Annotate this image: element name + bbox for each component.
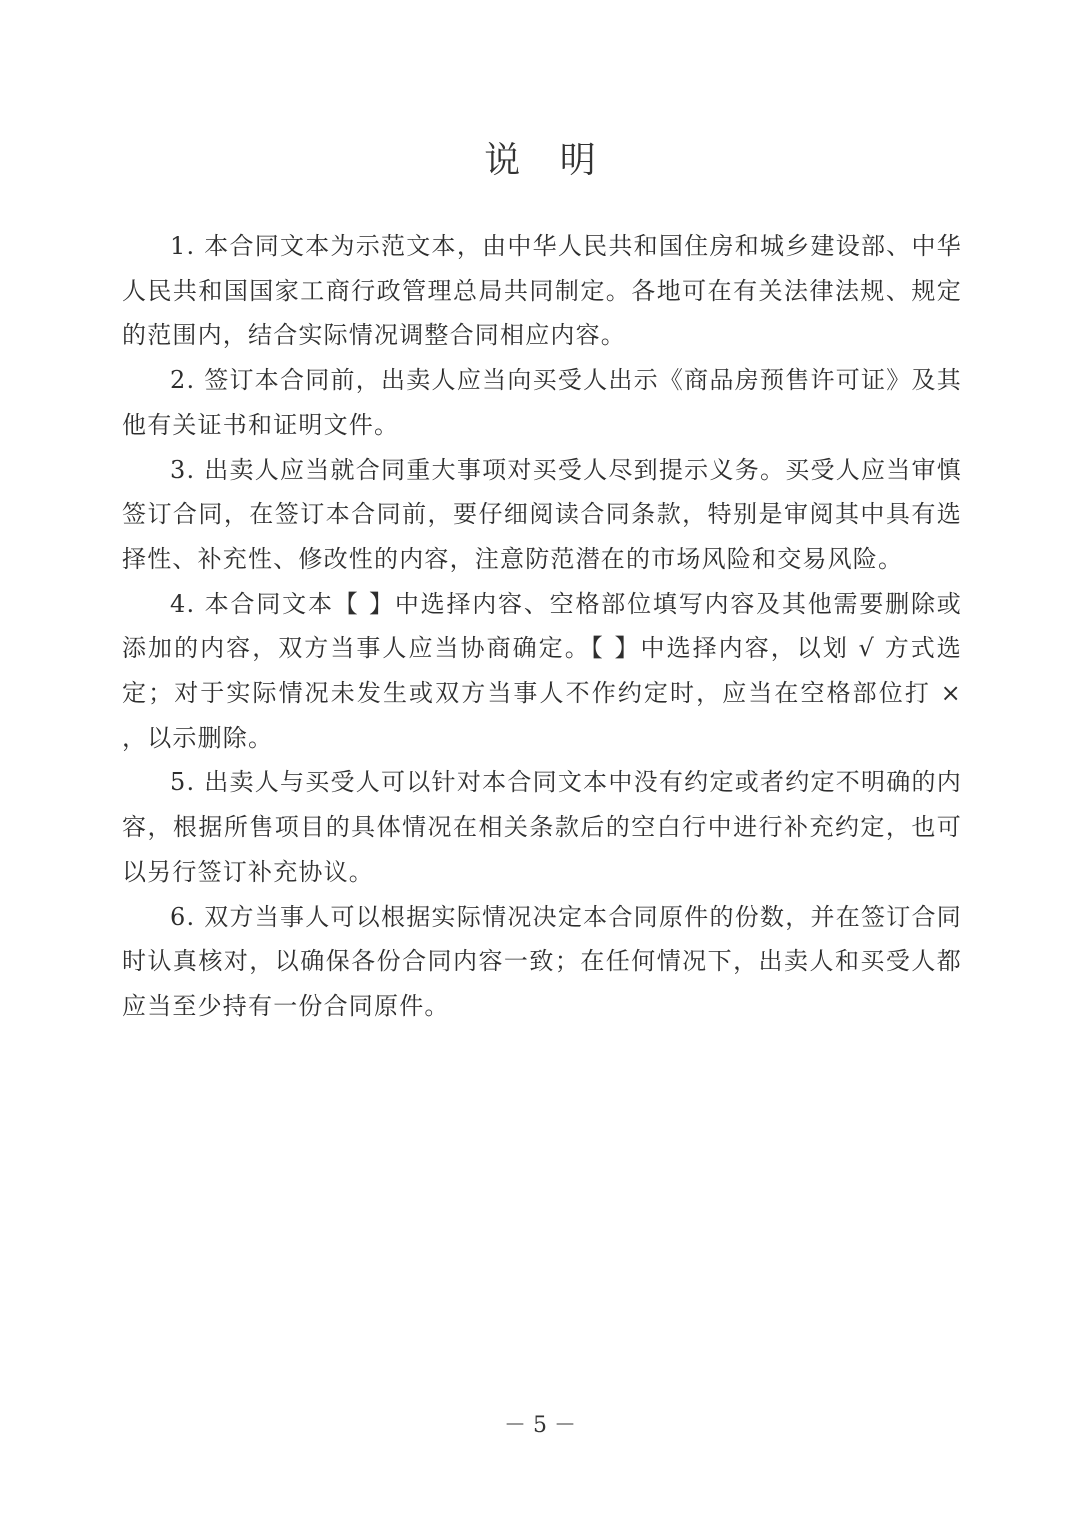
paragraph-6: 6. 双方当事人可以根据实际情况决定本合同原件的份数，并在签订合同时认真核对，以确保各份合同内容一致；在任何情况下，出卖人和买受人都应当至少持有一份合同原件。 xyxy=(122,902,962,1020)
instructions-body xyxy=(122,224,962,1029)
page-number: － 5 － xyxy=(504,1413,576,1438)
page-title: 说 明 xyxy=(484,140,610,181)
paragraph-1: 1. 本合同文本为示范文本，由中华人民共和国住房和城乡建设部、中华人民共和国国家工商行政管理总局共同制定。各地可在有关法律法规、规定的范围内，结合实际情况调整合同相应内容。 xyxy=(122,232,962,350)
paragraph-3: 3. 出卖人应当就合同重大事项对买受人尽到提示义务。买受人应当审慎签订合同，在签订本合同前，要仔细阅读合同条款，特别是审阅其中具有选择性、补充性、修改性的内容，注意防范潜在的市场风险和交易风险。 xyxy=(122,455,962,573)
paragraph-4: 4. 本合同文本【 】中选择内容、空格部位填写内容及其他需要删除或添加的内容，双方当事人应当协商确定。【 】中选择内容，以划 √ 方式选定；对于实际情况未发生或双方当事人不作约定时，应当在空格部位打 × ，以示删除。 xyxy=(122,589,962,752)
paragraph-5: 5. 出卖人与买受人可以针对本合同文本中没有约定或者约定不明确的内容，根据所售项目的具体情况在相关条款后的空白行中进行补充约定，也可以另行签订补充协议。 xyxy=(122,768,962,886)
paragraph-2: 2. 签订本合同前，出卖人应当向买受人出示《商品房预售许可证》及其他有关证书和证明文件。 xyxy=(122,366,962,439)
